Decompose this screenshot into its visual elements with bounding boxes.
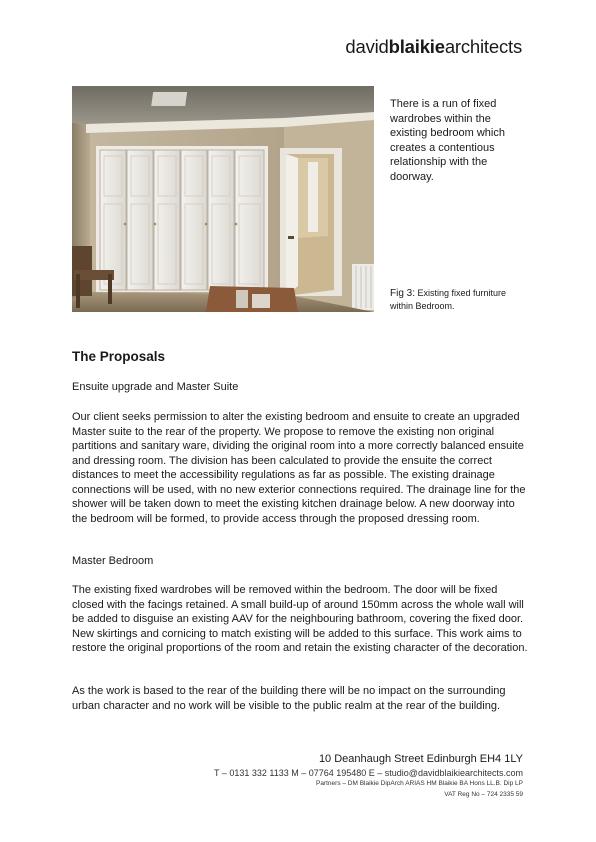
bedroom-photo xyxy=(72,86,374,312)
footer-partners: Partners – DM Blaikie DipArch ARIAS HM Blaikie BA Hons LL.B. Dip LP xyxy=(316,780,523,787)
section-heading: The Proposals xyxy=(72,349,166,364)
company-logo xyxy=(345,36,522,58)
subheading-ensuite: Ensuite upgrade and Master Suite xyxy=(72,381,239,393)
figure-description: There is a run of fixed wardrobes within the existing bedroom which creates a contentious relationship with the doorway. xyxy=(390,98,505,183)
subheading-master-bedroom: Master Bedroom xyxy=(72,555,154,567)
caption-text: Existing fixed furniture within Bedroom. xyxy=(390,288,507,311)
footer-contact: T – 0131 332 1133 M – 07764 195480 E – studio@davidblaikiearchitects.com xyxy=(213,768,523,778)
caption-label: Fig 3: xyxy=(390,288,416,299)
figure-caption xyxy=(390,287,530,312)
footer-address: 10 Deanhaugh Street Edinburgh EH4 1LY xyxy=(318,753,523,765)
paragraph-ensuite: Our client seeks permission to alter the existing bedroom and ensuite to create an upgraded Master suite to the rear of the property. We propose to remove the existing non original partitions and sanitary ware, dividing the original room into a more correctly balanced ensuite and dressing room. The division has been calculated to provide the ensuite the correct distances to meet the accessibility regulations as far as possible. The existing drainage connections will be used, with no new exterior connections required. The drainage line for the shower will be taken down to meet the existing kitchen drainage below. A new doorway into the bedroom will be formed, to provide access through the proposed dressing room. xyxy=(72,411,526,525)
logo-prefix: david xyxy=(345,36,389,57)
footer-vat: VAT Reg No – 724 2335 59 xyxy=(444,791,523,798)
logo-suffix: architects xyxy=(444,36,522,57)
logo-bold: blaikie xyxy=(388,36,445,57)
paragraph-master-bedroom: The existing fixed wardrobes will be removed within the bedroom. The door will be fixed closed with the facings retained. A small build-up of around 150mm across the whole wall will be added to disguise an existing AAV for the neighbouring bathroom, covering the fixed door. New skirtings and cornicing to match existing will be added to this surface. This work aims to restore the original proportions of the room and retain the existing character of the decoration. xyxy=(72,584,528,654)
paragraph-urban-impact: As the work is based to the rear of the building there will be no impact on the surrounding urban character and no work will be visible to the public realm at the rear of the building. xyxy=(72,685,506,712)
